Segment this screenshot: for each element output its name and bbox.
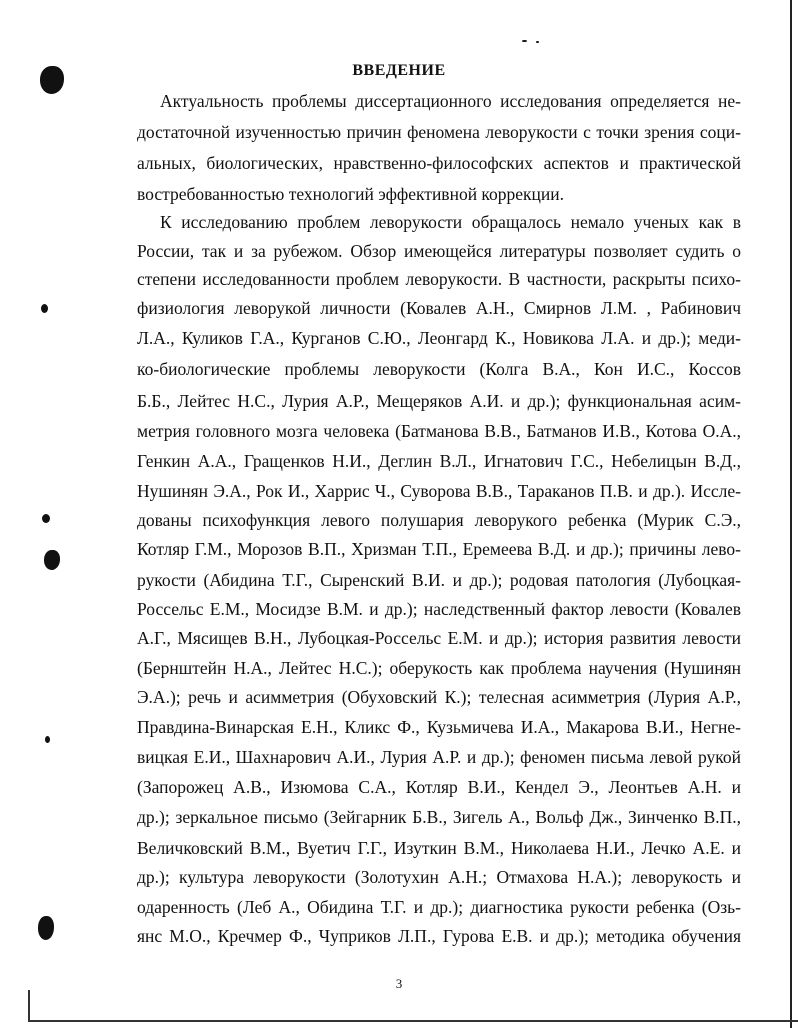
paragraph-line: К исследованию проблем леворукости обращалось немало ученых как в [160,212,741,232]
scan-edge [28,990,30,1022]
ink-speck [45,736,50,743]
paragraph-line: янс М.О., Кречмер Ф., Чуприков Л.П., Гурова Е.В. и др.); методика обучения [137,926,741,946]
paragraph-line: России, так и за рубежом. Обзор имеющейся литературы позволяет судить о [137,241,741,261]
paragraph-line: Л.А., Куликов Г.А., Курганов С.Ю., Леонгард К., Новикова Л.А. и др.); меди- [137,328,741,348]
paragraph-line: одаренность (Леб А., Обидина Т.Г. и др.); диагностика рукости ребенка (Озь- [137,897,741,917]
paragraph-line: Нушинян Э.А., Рок И., Харрис Ч., Суворова В.В., Тараканов П.В. и др.). Иссле- [137,481,741,501]
page-number: 3 [395,976,403,991]
paragraph-line: степени исследованности проблем леворукости. В частности, раскрыты психо- [137,269,741,289]
scan-edge [28,1020,798,1022]
paragraph-line: Актуальность проблемы диссертационного исследования определяется не- [160,91,741,111]
paragraph-line: Генкин А.А., Гращенков Н.И., Деглин В.Л., Игнатович Г.С., Небелицын В.Д., [137,451,741,471]
paragraph-line: альных, биологических, нравственно-философских аспектов и практической [137,153,741,173]
punch-hole-mark [44,550,60,570]
page-title: ВВЕДЕНИЕ [352,62,446,79]
paragraph-line: Правдина-Винарская Е.Н., Кликс Ф., Кузьмичева И.А., Макарова В.И., Негне- [137,717,741,737]
paragraph-line: востребованностью технологий эффективной коррекции. [137,184,565,204]
paragraph-line: достаточной изученностью причин феномена леворукости с точки зрения соци- [137,122,741,142]
paragraph-line: ко-биологические проблемы леворукости (Колга В.А., Кон И.С., Коссов [137,359,741,379]
paragraph-line: (Запорожец А.В., Изюмова С.А., Котляр В.И., Кендел Э., Леонтьев А.Н. и [137,777,741,797]
paragraph-line: метрия головного мозга человека (Батманова В.В., Батманов И.В., Котова О.А., [137,421,741,441]
paragraph-line: Величковский В.М., Вуетич Г.Г., Изуткин В.М., Николаева Н.И., Лечко А.Е. и [137,838,741,858]
paragraph-line: дованы психофункция левого полушария леворукого ребенка (Мурик С.Э., [137,510,741,530]
scan-edge [790,0,792,1028]
paragraph-line: др.); культура леворукости (Золотухин А.Н.; Отмахова Н.А.); леворукость и [137,867,741,887]
paragraph-line: физиология леворукой личности (Ковалев А.Н., Смирнов Л.М. , Рабинович [137,298,741,318]
paragraph-line: (Бернштейн Н.А., Лейтес Н.С.); оберукость как проблема научения (Нушинян [137,658,741,678]
ink-speck [42,514,50,523]
paragraph-line: рукости (Абидина Т.Г., Сыренский В.И. и др.); родовая патология (Лубоцкая- [137,570,741,590]
ink-speck [536,41,539,43]
ink-speck [41,304,48,313]
paragraph-line: Б.Б., Лейтес Н.С., Лурия А.Р., Мещеряков А.И. и др.); функциональная асим- [137,391,741,411]
paragraph-line: Э.А.); речь и асимметрия (Обуховский К.); телесная асимметрия (Лурия А.Р., [137,687,741,707]
paragraph-line: Россельс Е.М., Мосидзе В.М. и др.); наследственный фактор левости (Ковалев [137,599,741,619]
punch-hole-mark [38,916,54,940]
ink-speck [522,40,527,42]
paragraph-line: вицкая Е.И., Шахнарович А.И., Лурия А.Р. и др.); феномен письма левой рукой [137,747,741,767]
paragraph-line: А.Г., Мясищев В.Н., Лубоцкая-Россельс Е.М. и др.); история развития левости [137,628,741,648]
paragraph-line: др.); зеркальное письмо (Зейгарник Б.В., Зигель А., Вольф Дж., Зинченко В.П., [137,807,741,827]
paragraph-line: Котляр Г.М., Морозов В.П., Хризман Т.П., Еремеева В.Д. и др.); причины лево- [137,539,741,559]
